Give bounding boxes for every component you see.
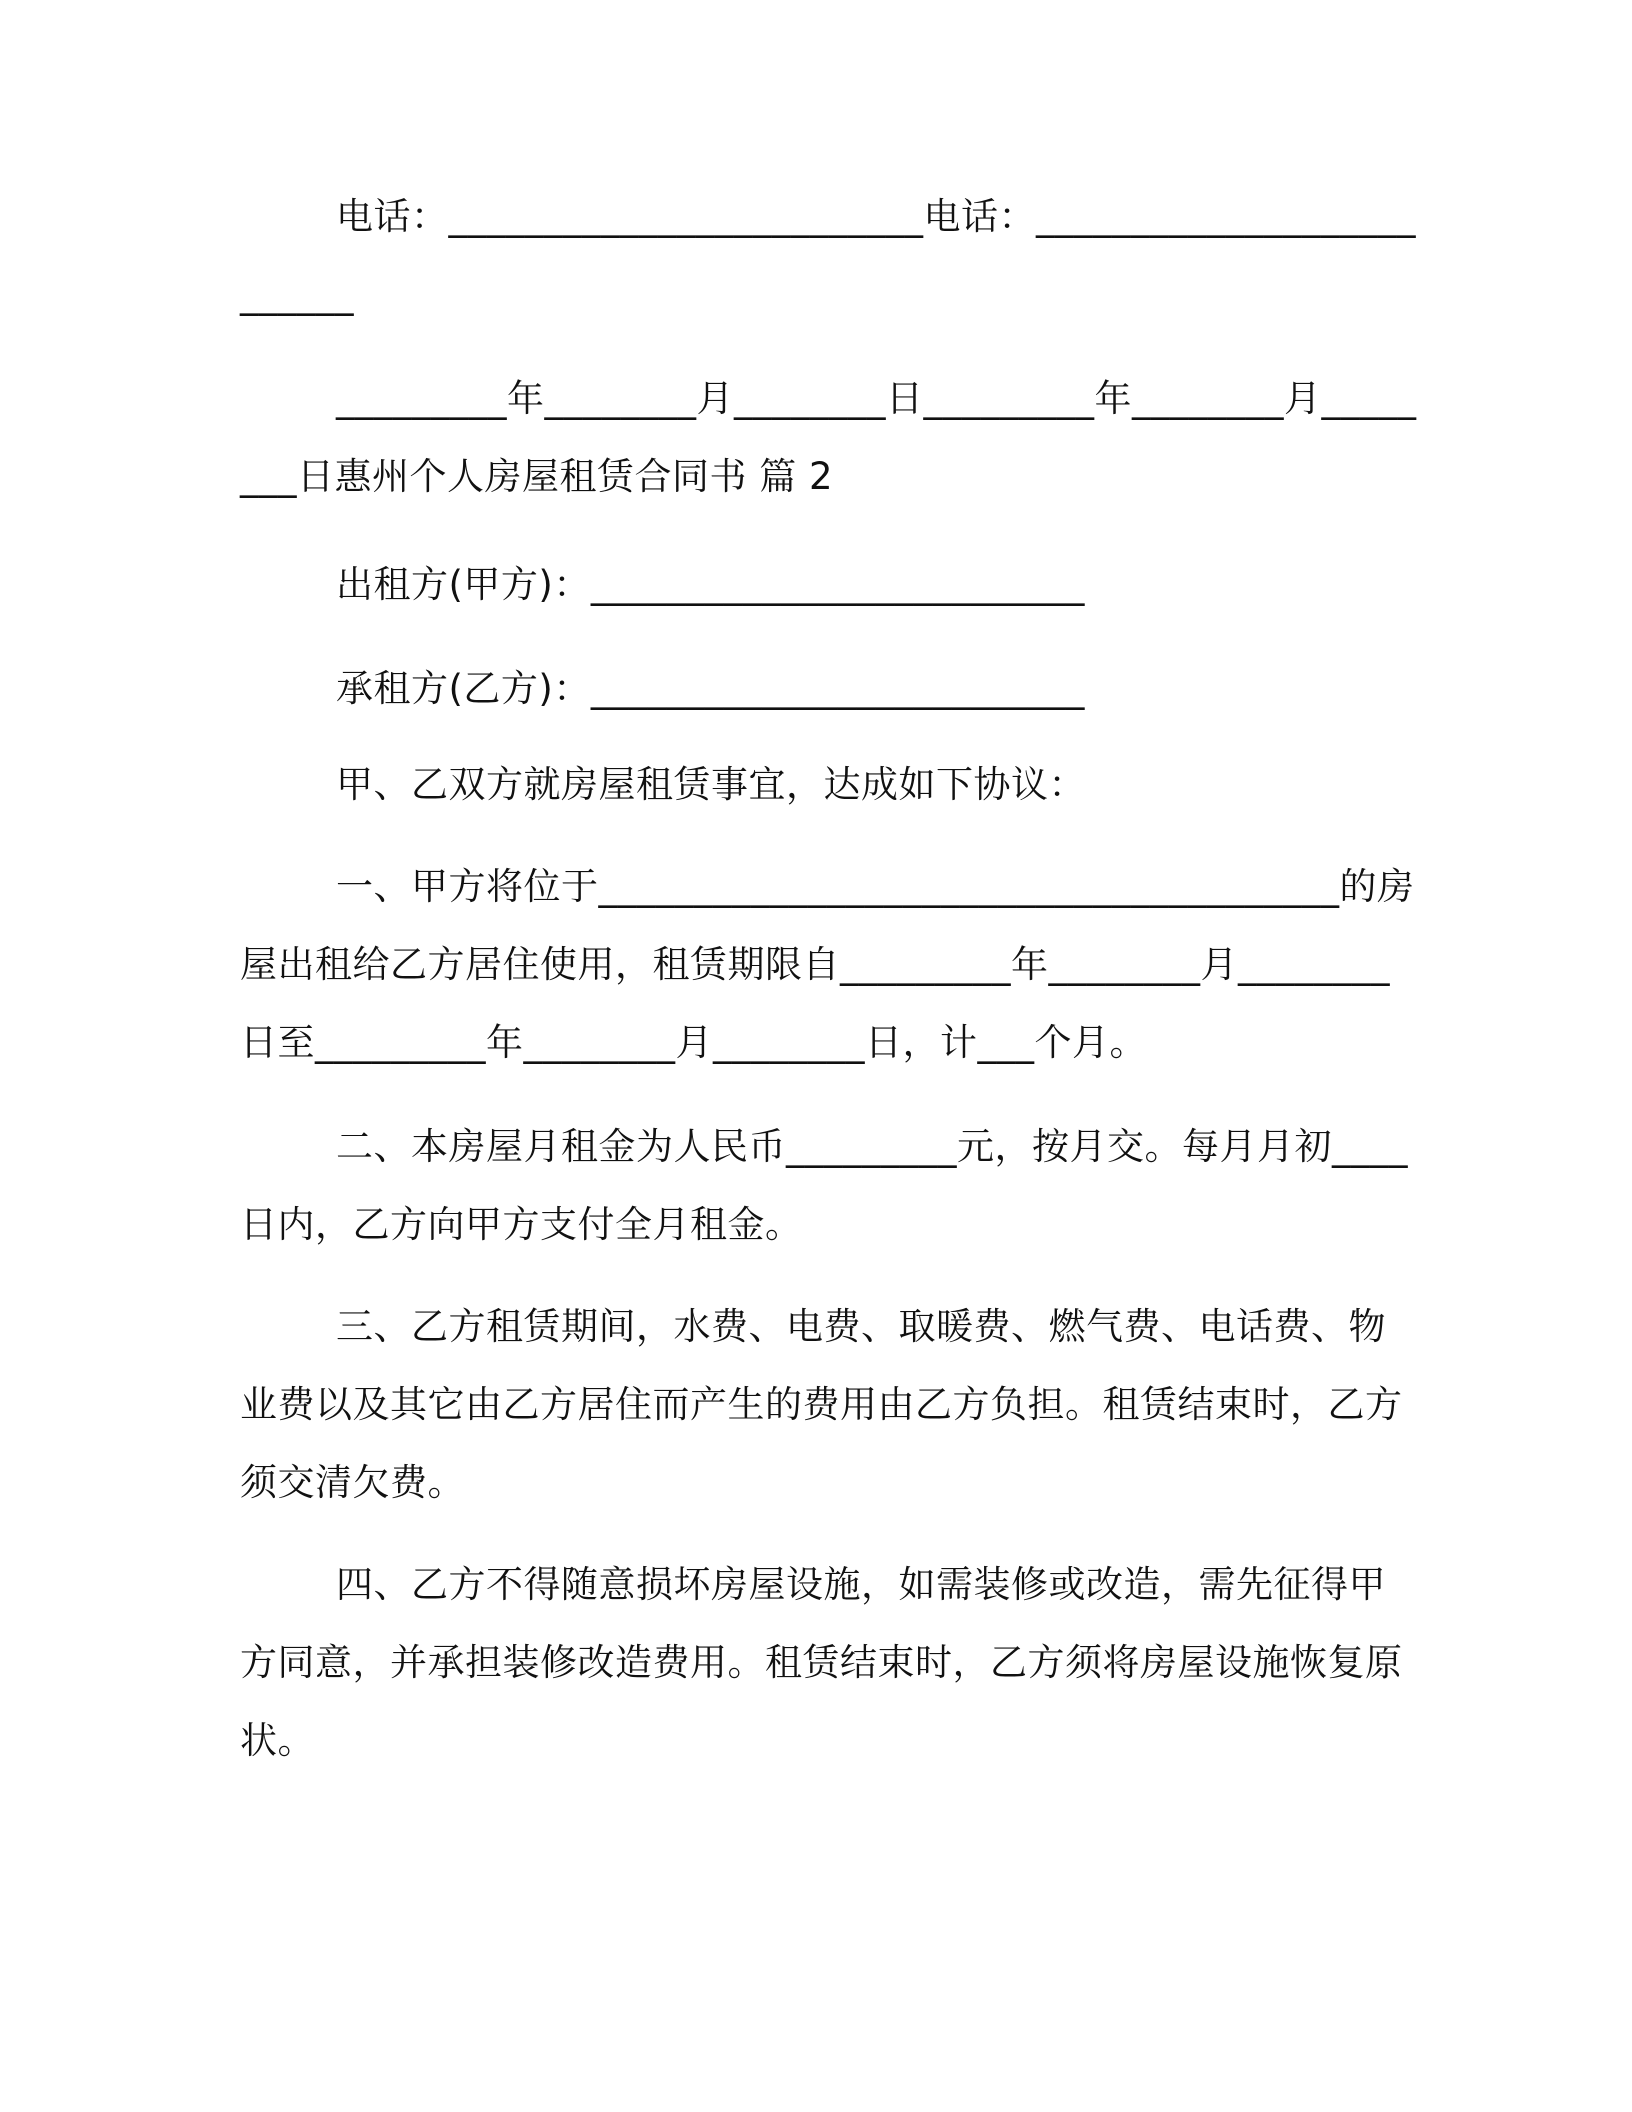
clause-3: 三、乙方租赁期间，水费、电费、取暖费、燃气费、电话费、物业费以及其它由乙方居住而产生的费用由乙方负担。租赁结束时，乙方须交清欠费。 [240, 1305, 1403, 1504]
clause-1: 一、甲方将位于_______________________________________的房屋出租给乙方居住使用，租赁期限自_________年________月________日至_________年________月________日，计___个月。 [240, 865, 1415, 1064]
agreement-intro: 甲、乙双方就房屋租赁事宜，达成如下协议： [336, 763, 1086, 806]
lessor-line: 出租方(甲方)：__________________________ [336, 563, 1085, 606]
phone-line: 电话：_________________________电话：__________________________ [240, 195, 1416, 316]
lessee-line: 承租方(乙方)：__________________________ [336, 667, 1085, 710]
clause-2: 二、本房屋月租金为人民币_________元，按月交。每月月初____日内，乙方向甲方支付全月租金。 [240, 1125, 1408, 1246]
date-line: _________年________月________日_________年________月________日惠州个人房屋租赁合同书 篇 2 [240, 377, 1417, 498]
clause-4: 四、乙方不得随意损坏房屋设施，如需装修或改造，需先征得甲方同意，并承担装修改造费用。租赁结束时，乙方须将房屋设施恢复原状。 [240, 1563, 1403, 1762]
